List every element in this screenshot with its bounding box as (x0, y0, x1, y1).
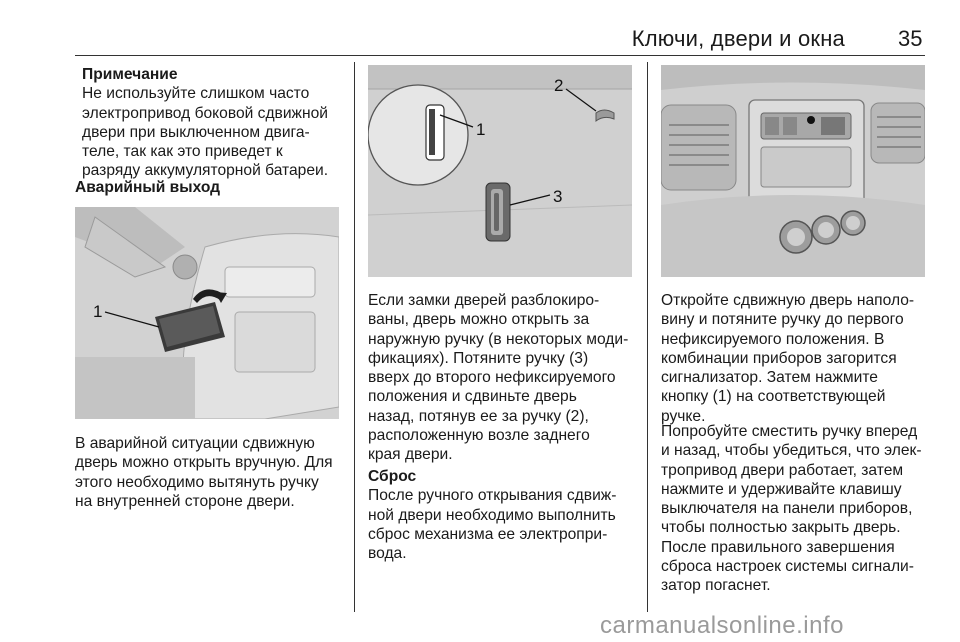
body-line: назад, потянув ее за ручку (2), (368, 407, 589, 425)
body-line: ручке. (661, 407, 706, 425)
body-line: и назад, чтобы убедиться, что элек- (661, 442, 922, 460)
body-line: дверь можно открыть вручную. Для (75, 454, 333, 472)
body-line: нажмите и удерживайте клавишу (661, 480, 902, 498)
column-1-note (82, 65, 352, 181)
body-line: тропривод двери работает, затем (661, 461, 904, 479)
body-line: наружную ручку (в некоторых моди- (368, 330, 629, 348)
body-line: Если замки дверей разблокиро- (368, 292, 600, 309)
reset-line: сброс механизма ее электропри- (368, 525, 608, 543)
section-heading-emergency-exit: Аварийный выход (75, 179, 221, 196)
figure-emergency-handle (75, 207, 339, 419)
reset-line: вода. (368, 545, 407, 563)
body-line: кнопку (1) на соответствующей (661, 388, 886, 406)
body-line: выключателя на панели приборов, (661, 500, 913, 518)
figure-callout-1: 1 (93, 302, 103, 321)
note-heading: Примечание (82, 66, 178, 83)
column-3-paragraph-2 (661, 422, 951, 596)
body-line: вверх до второго нефиксируемого (368, 369, 616, 387)
column-divider-1 (354, 62, 355, 612)
body-line: После правильного завершения (661, 538, 895, 556)
body-line: края двери. (368, 446, 453, 464)
figure-callout-1: 1 (476, 120, 486, 139)
reset-line: После ручного открывания сдвиж- (368, 487, 617, 505)
reset-line: ной двери необходимо выполнить (368, 506, 616, 524)
figure-callout-3: 3 (553, 187, 563, 206)
watermark-text: carmanualsonline.info (600, 612, 844, 639)
body-line: расположенную возле заднего (368, 427, 590, 445)
column-1-body (75, 434, 350, 511)
page-header-title: Ключи, двери и окна (631, 26, 845, 51)
note-line: разряду аккумуляторной батареи. (82, 162, 329, 180)
emergency-handle-illustration (75, 207, 339, 419)
dashboard-illustration (661, 65, 925, 277)
note-line: электропривод боковой сдвижной (82, 104, 328, 122)
body-line: сигнализатор. Затем нажмите (661, 369, 878, 387)
body-line: сброса настроек системы сигнали- (661, 558, 914, 576)
body-line: Откройте сдвижную дверь наполо- (661, 292, 915, 309)
note-line: Не используйте слишком часто (82, 85, 310, 103)
body-line: ваны, дверь можно открыть за (368, 311, 590, 329)
page-number: 35 (898, 26, 923, 51)
body-line: фикациях). Потяните ручку (3) (368, 349, 589, 367)
column-divider-2 (647, 62, 648, 612)
body-line: нефиксируемого положения. В (661, 330, 885, 348)
body-line: этого необходимо вытянуть ручку (75, 473, 319, 491)
note-line: двери при выключенном двига- (82, 123, 310, 141)
column-2-body (368, 291, 646, 465)
body-line: затор погаснет. (661, 577, 771, 595)
header-rule (75, 55, 925, 56)
body-line: чтобы полностью закрыть дверь. (661, 519, 901, 537)
column-2-reset (368, 467, 646, 563)
body-line: Попробуйте сместить ручку вперед (661, 423, 918, 440)
column-3-paragraph-1 (661, 291, 939, 426)
body-line: положения и сдвиньте дверь (368, 388, 577, 406)
body-line: В аварийной ситуации сдвижную (75, 435, 315, 452)
note-line: теле, так как это приведет к (82, 143, 283, 161)
figure-callout-2: 2 (554, 76, 564, 95)
body-line: на внутренней стороне двери. (75, 492, 295, 510)
figure-door-handles (368, 65, 632, 277)
door-handles-illustration (368, 65, 632, 277)
reset-heading: Сброс (368, 468, 417, 485)
body-line: вину и потяните ручку до первого (661, 311, 904, 329)
body-line: комбинации приборов загорится (661, 349, 897, 367)
figure-dashboard (661, 65, 925, 277)
